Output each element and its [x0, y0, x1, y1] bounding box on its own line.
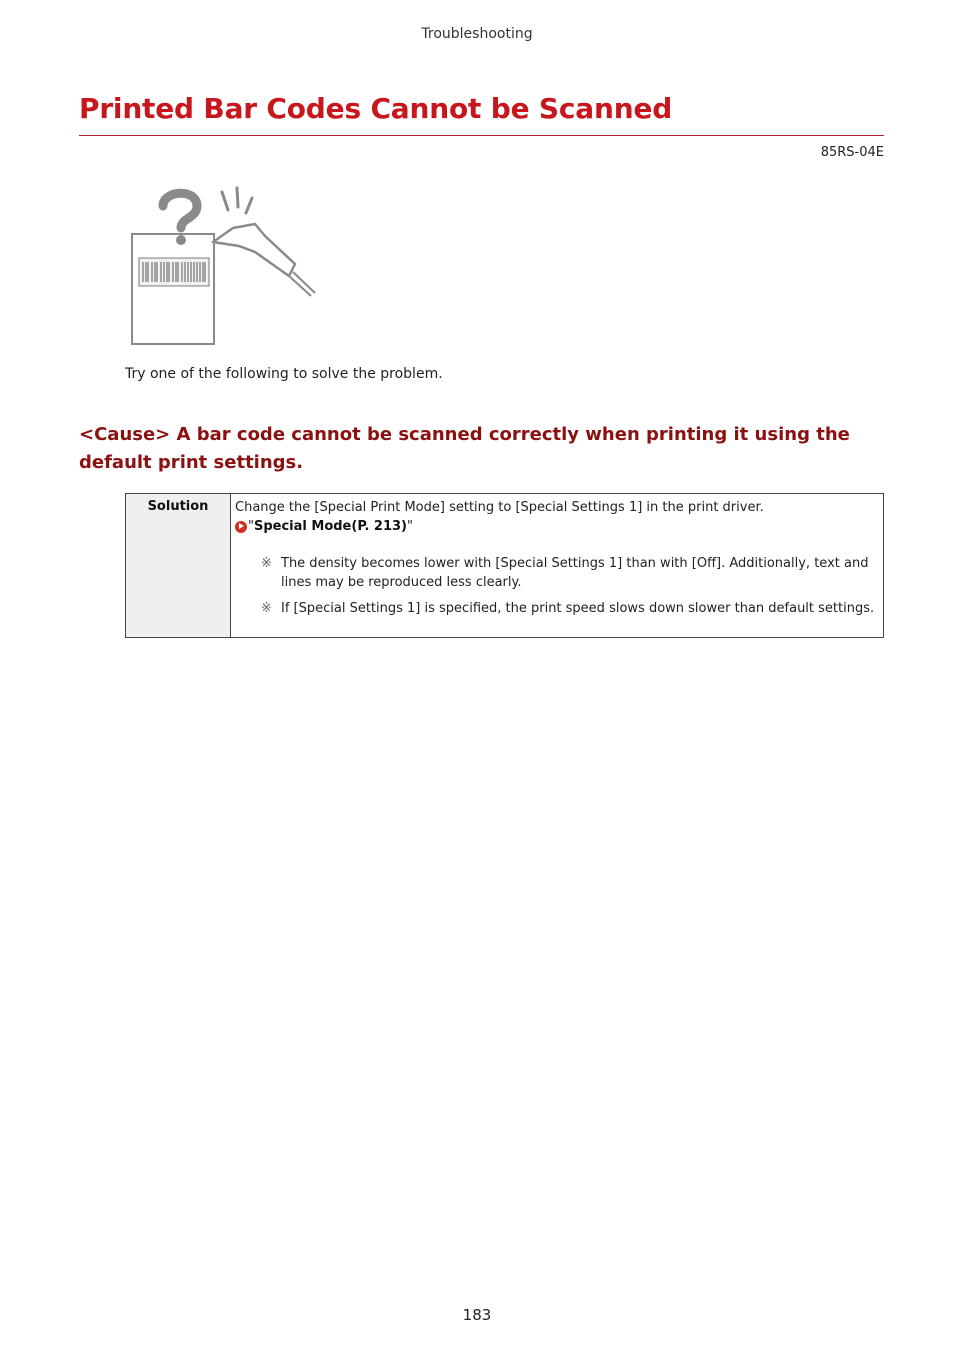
note-text: If [Special Settings 1] is specified, the print speed slows down slower than default settings.: [281, 601, 875, 616]
page-title: Printed Bar Codes Cannot be Scanned: [79, 92, 673, 125]
barcode-graphic: [139, 258, 209, 286]
solution-table: [125, 493, 884, 638]
solution-body: [231, 494, 884, 638]
solution-label: Solution: [126, 494, 231, 638]
note-text: The density becomes lower with [Special Settings 1] than with [Off]. Additionally, text and lines may be reproduced less clearly.: [281, 556, 869, 590]
special-mode-link[interactable]: [235, 517, 875, 536]
special-mode-link-label[interactable]: Special Mode(P. 213): [253, 519, 408, 534]
note-icon: ※: [261, 601, 272, 616]
link-arrow-icon: [235, 521, 247, 533]
note-item: [261, 599, 875, 618]
document-code: 85RS-04E: [820, 145, 884, 160]
scan-signal-lines: [222, 188, 252, 213]
intro-text: Try one of the following to solve the problem.: [125, 366, 443, 382]
barcode-scanner-icon: [213, 224, 315, 296]
note-icon: ※: [261, 556, 272, 571]
notes-list: [235, 554, 875, 618]
page-number: 183: [462, 1306, 492, 1324]
solution-text: Change the [Special Print Mode] setting to [Special Settings 1] in the print driver.: [235, 500, 764, 515]
note-item: [261, 554, 875, 592]
running-header: Troubleshooting: [421, 26, 533, 42]
title-divider: [79, 135, 884, 136]
link-close-quote: ": [407, 519, 413, 534]
cause-heading: <Cause> A bar code cannot be scanned correctly when printing it using the default print settings.: [79, 424, 850, 473]
paper-sheet: [132, 234, 214, 344]
link-open-quote: ": [248, 519, 254, 534]
barcode-scanner-illustration: [125, 180, 325, 350]
